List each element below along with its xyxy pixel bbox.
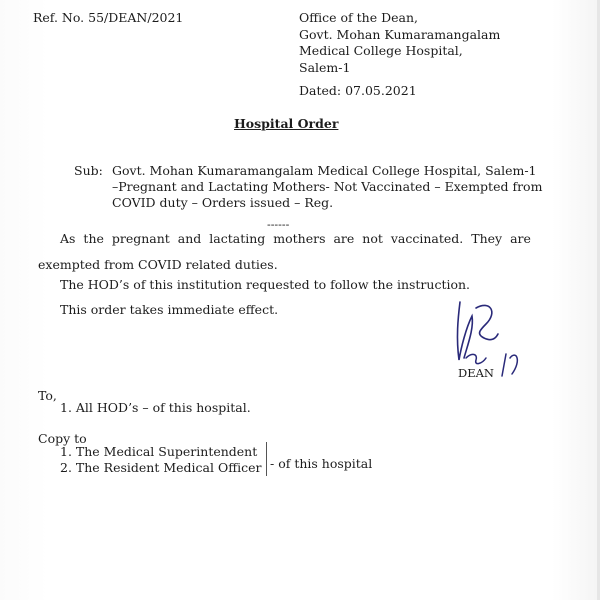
body-paragraph-3: This order takes immediate effect. <box>60 302 279 317</box>
separator: ------ <box>267 218 290 231</box>
copy-to-item: 2. The Resident Medical Officer <box>60 460 262 475</box>
recipient-item: 1. All HOD’s – of this hospital. <box>60 400 251 415</box>
order-date: Dated: 07.05.2021 <box>299 83 417 98</box>
word: and <box>177 231 202 246</box>
bracket-divider <box>266 442 269 476</box>
word: not <box>362 231 383 246</box>
reference-number: Ref. No. 55/DEAN/2021 <box>33 10 184 25</box>
signatory-designation: DEAN <box>458 366 494 380</box>
body-paragraph-2: The HOD’s of this institution requested to follow the instruction. <box>60 277 471 292</box>
copy-to-item: 1. The Medical Superintendent <box>60 444 258 459</box>
body-paragraph-1-continued: exempted from COVID related duties. <box>38 257 278 272</box>
subject-line: Govt. Mohan Kumaramangalam Medical College Hospital, Salem-1 <box>112 163 537 178</box>
word: the <box>83 231 104 246</box>
word: They <box>471 231 503 246</box>
copy-to-suffix: - of this hospital <box>270 456 373 471</box>
subject-line: –Pregnant and Lactating Mothers- Not Vaccinated – Exempted from <box>112 179 543 194</box>
word: are <box>510 231 531 246</box>
word: mothers <box>273 231 326 246</box>
office-line: Salem-1 <box>299 59 351 75</box>
word: As <box>60 231 76 246</box>
office-line: Medical College Hospital, <box>299 43 463 58</box>
subject-line: COVID duty – Orders issued – Reg. <box>112 195 334 210</box>
to-label: To, <box>38 388 57 403</box>
office-line: Office of the Dean, <box>299 10 418 25</box>
word: lactating <box>209 231 266 246</box>
office-line: Govt. Mohan Kumaramangalam <box>299 26 501 42</box>
document-title: Hospital Order <box>234 116 339 131</box>
body-paragraph-1 <box>60 231 531 247</box>
copy-to-label: Copy to <box>38 431 87 446</box>
subject-label: Sub: <box>74 163 103 178</box>
word: pregnant <box>111 231 170 246</box>
office-address <box>299 10 500 76</box>
subject-text <box>112 163 542 211</box>
word: vaccinated. <box>390 231 464 246</box>
word: are <box>333 231 355 246</box>
